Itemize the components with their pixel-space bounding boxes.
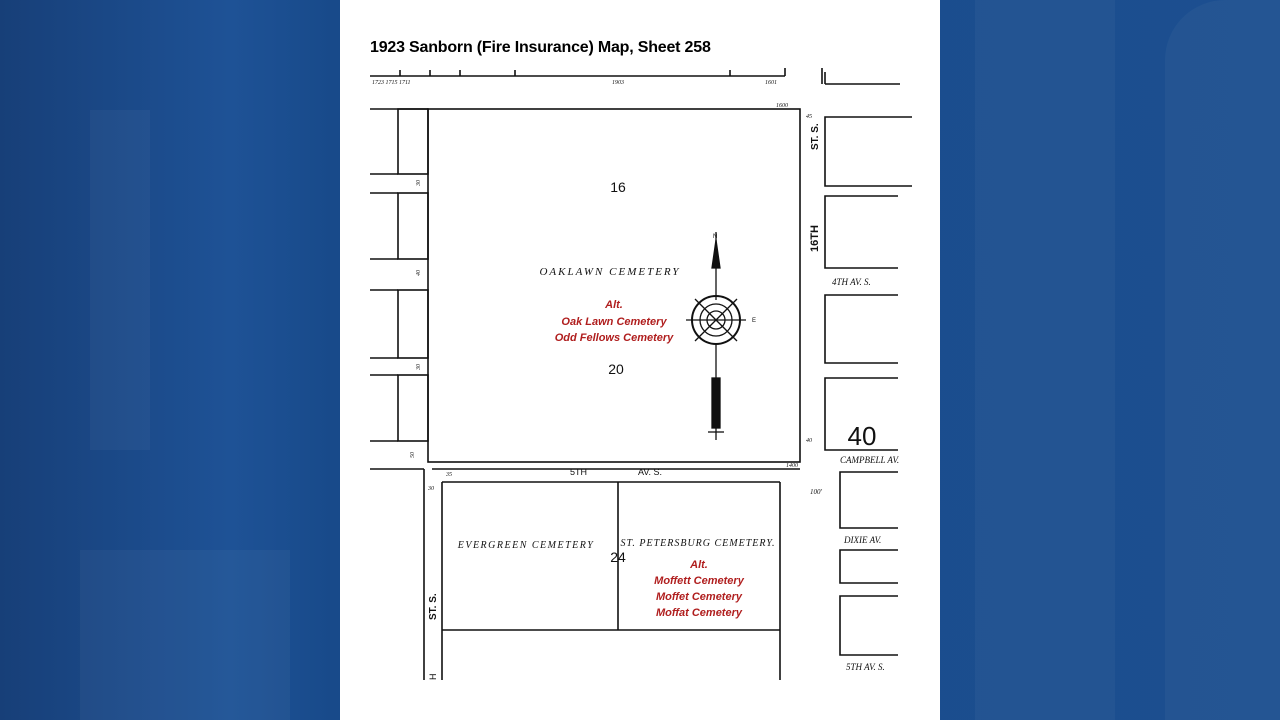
ruler-numbers-left: 1723 1715 1711 [372,80,411,86]
street-left-label: ST. S. [428,593,439,620]
stpete-alt-name-2: Moffet Cemetery [656,591,742,603]
stpete-alt-name-1: Moffett Cemetery [654,575,744,587]
stpete-alt-name-3: Moffat Cemetery [656,607,742,619]
street-16th-label-a: ST. S. [810,123,821,150]
measure-35: 35 [446,472,452,478]
block-number-16: 16 [610,179,626,195]
ruler-number-right: 1601 [765,80,777,86]
st-petersburg-cemetery-label: ST. PETERSBURG CEMETERY. [620,538,776,549]
measure-1600: 1600 [776,103,788,109]
street-left-bottom-label: H [428,673,438,680]
street-5th-av-label-a: 5TH [570,467,588,477]
street-campbell-av-label: CAMPBELL AV. [840,455,900,465]
measure-50: 50 [410,452,416,458]
background-letter-shape [90,110,150,450]
measure-30b: 30 [416,364,422,370]
background-letter-shape [80,550,290,720]
measure-40b: 40 [806,438,812,444]
background-letter-shape [975,0,1115,720]
measure-40: 40 [416,270,422,276]
measure-100: 100' [810,488,822,496]
block-number-20: 20 [608,361,624,377]
oaklawn-alt-name-2: Odd Fellows Cemetery [554,332,674,344]
sanborn-map [340,0,940,720]
slide-title: 1923 Sanborn (Fire Insurance) Map, Sheet 258 [370,39,711,56]
compass-east-label: E [752,318,757,324]
measure-30a: 30 [416,180,422,186]
oaklawn-alt-label: Alt. [605,299,623,311]
slide [340,0,940,720]
evergreen-cemetery-label: EVERGREEN CEMETERY [457,540,595,551]
stpete-alt-label: Alt. [690,559,708,571]
ruler-number-center: 1903 [612,80,624,86]
compass-north-label: N [713,234,718,240]
street-5th-av-label-b: AV. S. [638,467,663,477]
street-dixie-av-label: DIXIE AV. [844,535,882,545]
background-letter-shape [1165,0,1280,720]
measure-1400: 1400 [786,463,798,469]
measure-30c: 30 [428,486,434,492]
oaklawn-alt-name-1: Oak Lawn Cemetery [561,316,667,328]
oaklawn-cemetery-label: OAKLAWN CEMETERY [539,266,681,278]
street-16th-label-b: 16TH [809,225,821,252]
street-4th-av-label: 4TH AV. S. [832,277,871,287]
street-5th-av-bottom-label: 5TH AV. S. [846,662,885,672]
block-number-24: 24 [610,549,626,565]
measure-45: 45 [806,114,812,120]
sheet-number-40: 40 [847,421,877,451]
compass-rose-icon [686,232,746,440]
